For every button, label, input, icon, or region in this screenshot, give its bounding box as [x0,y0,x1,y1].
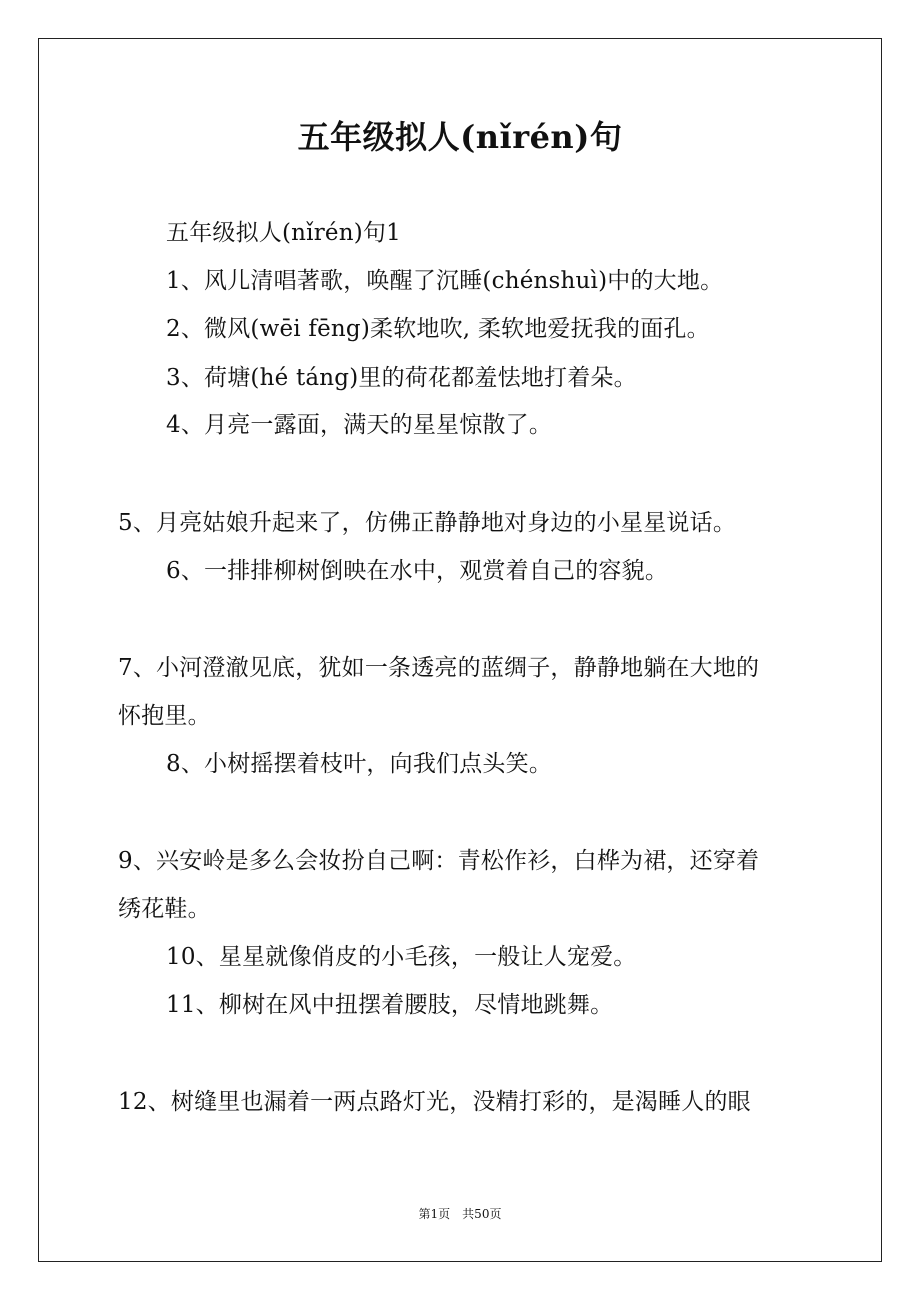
page-number: 第1页 共50页 [418,1207,502,1221]
sentence-9-continued: 绣花鞋。 [118,896,211,922]
sentence-10: 10、星星就像俏皮的小毛孩，一般让人宠爱。 [166,944,637,970]
section-heading: 五年级拟人(nǐrén)句1 [166,220,401,246]
sentence-9: 9、兴安岭是多么会妆扮自己啊：青松作衫，白桦为裙，还穿着 [118,848,760,874]
sentence-7: 7、小河澄澈见底，犹如一条透亮的蓝绸子，静静地躺在大地的 [118,655,760,681]
sentence-5: 5、月亮姑娘升起来了，仿佛正静静地对身边的小星星说话。 [118,510,737,536]
sentence-7-continued: 怀抱里。 [118,703,211,729]
sentence-6: 6、一排排柳树倒映在水中，观赏着自己的容貌。 [166,558,669,584]
sentence-3: 3、荷塘(hé táng)里的荷花都羞怯地打着朵。 [166,365,637,391]
document-title: 五年级拟人(nǐrén)句 [297,118,623,156]
sentence-1: 1、风儿清唱著歌，唤醒了沉睡(chénshuì)中的大地。 [166,268,724,294]
sentence-2: 2、微风(wēi fēng)柔软地吹, 柔软地爱抚我的面孔。 [166,316,710,342]
page-border [38,38,882,1262]
sentence-12: 12、树缝里也漏着一两点路灯光，没精打彩的，是渴睡人的眼 [118,1089,751,1115]
sentence-8: 8、小树摇摆着枝叶，向我们点头笑。 [166,751,553,777]
sentence-11: 11、柳树在风中扭摆着腰肢，尽情地跳舞。 [166,992,614,1018]
sentence-4: 4、月亮一露面，满天的星星惊散了。 [166,412,553,438]
